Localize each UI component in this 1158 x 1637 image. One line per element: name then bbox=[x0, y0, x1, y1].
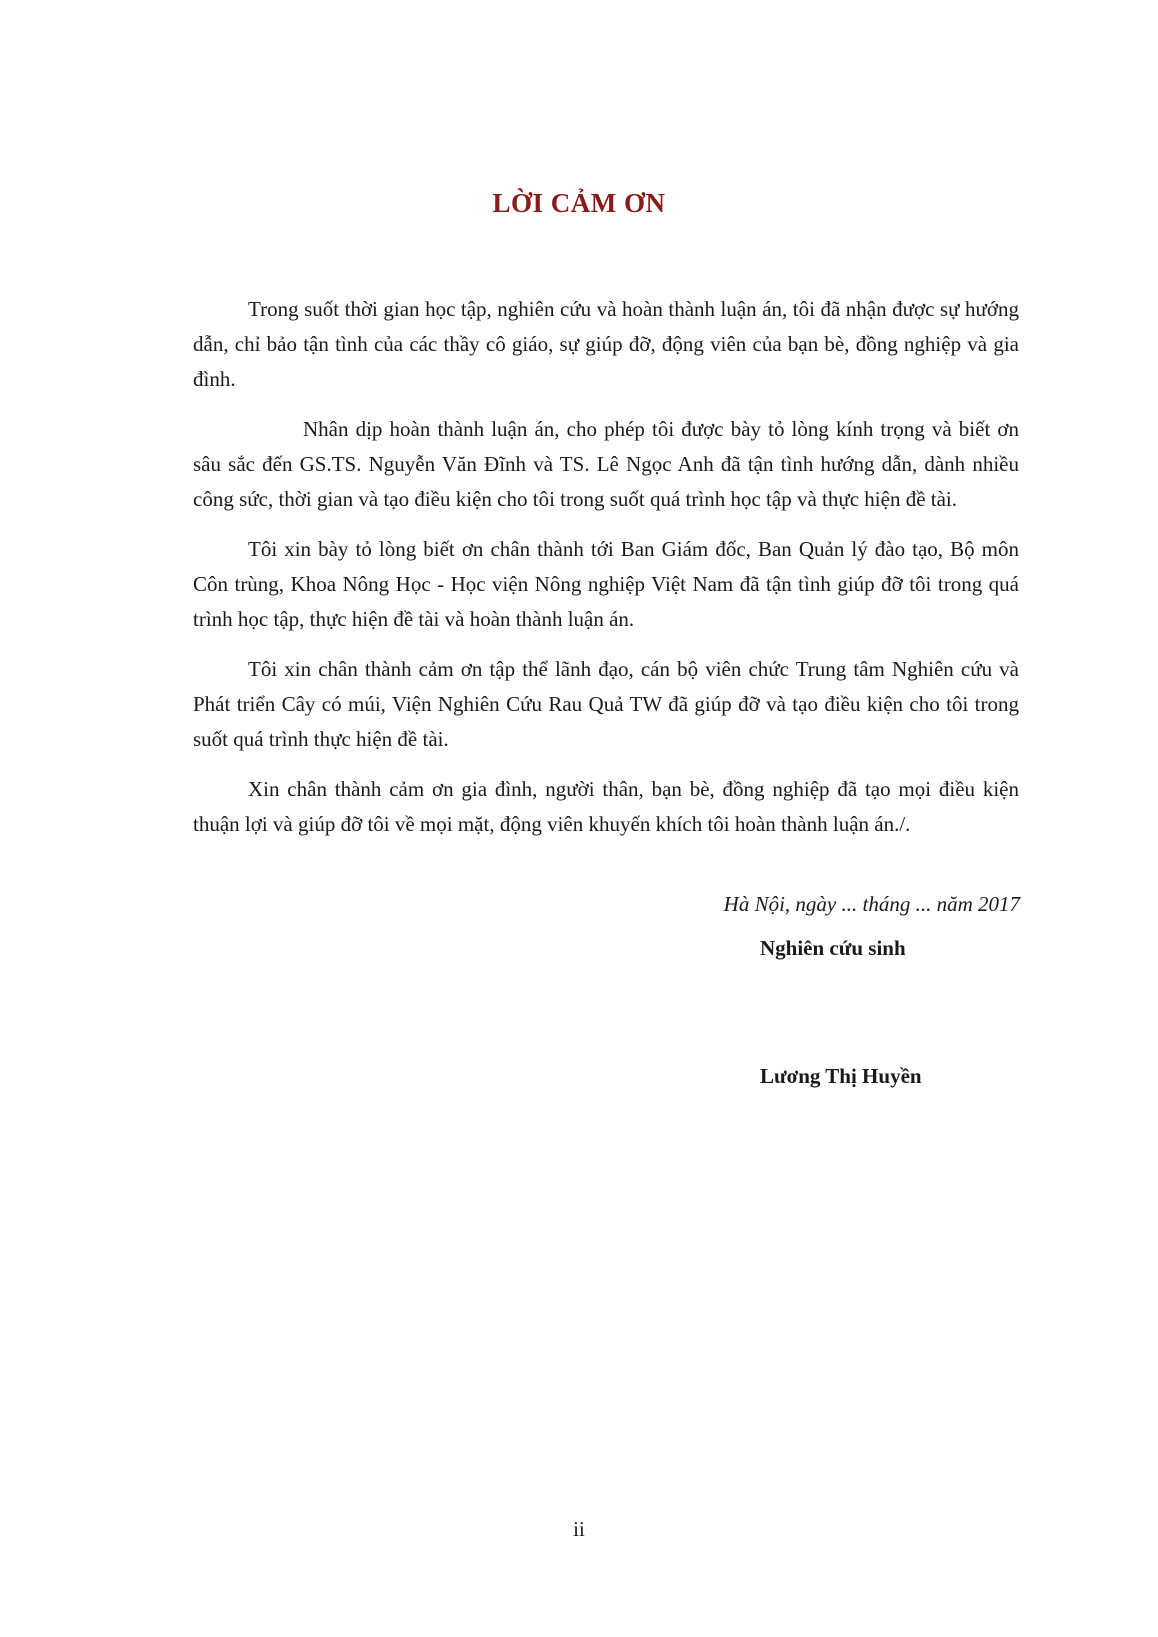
paragraph-1: Trong suốt thời gian học tập, nghiên cứu và hoàn thành luận án, tôi đã nhận được sự hướng dẫn, chỉ bảo tận tình của các thầy cô giáo, sự giúp đỡ, động viên của bạn bè, đồng nghiệp và gia đình. bbox=[193, 297, 1019, 391]
page-title: LỜI CẢM ƠN bbox=[492, 188, 666, 218]
signature-role: Nghiên cứu sinh bbox=[760, 936, 906, 960]
body-text bbox=[193, 292, 1019, 857]
paragraph-5: Xin chân thành cảm ơn gia đình, người thân, bạn bè, đồng nghiệp đã tạo mọi điều kiện thuận lợi và giúp đỡ tôi về mọi mặt, động viên khuyến khích tôi hoàn thành luận án./. bbox=[193, 777, 1019, 836]
paragraph-4: Tôi xin chân thành cảm ơn tập thể lãnh đạo, cán bộ viên chức Trung tâm Nghiên cứu và Phát triển Cây có múi, Viện Nghiên Cứu Rau Quả TW đã giúp đỡ và tạo điều kiện cho tôi trong suốt quá trình thực hiện đề tài. bbox=[193, 657, 1019, 751]
paragraph-2: Nhân dịp hoàn thành luận án, cho phép tôi được bày tỏ lòng kính trọng và biết ơn sâu sắc đến GS.TS. Nguyễn Văn Đĩnh và TS. Lê Ngọc Anh đã tận tình hướng dẫn, dành nhiều công sức, thời gian và tạo điều kiện cho tôi trong suốt quá trình học tập và thực hiện đề tài. bbox=[193, 417, 1019, 511]
signature-date: Hà Nội, ngày ... tháng ... năm 2017 bbox=[723, 892, 1020, 916]
signature-name: Lương Thị Huyền bbox=[760, 1064, 922, 1088]
paragraph-3: Tôi xin bày tỏ lòng biết ơn chân thành tới Ban Giám đốc, Ban Quản lý đào tạo, Bộ môn Côn trùng, Khoa Nông Học - Học viện Nông nghiệp Việt Nam đã tận tình giúp đỡ tôi trong quá trình học tập, thực hiện đề tài và hoàn thành luận án. bbox=[193, 537, 1019, 631]
page-number: ii bbox=[573, 1517, 585, 1541]
